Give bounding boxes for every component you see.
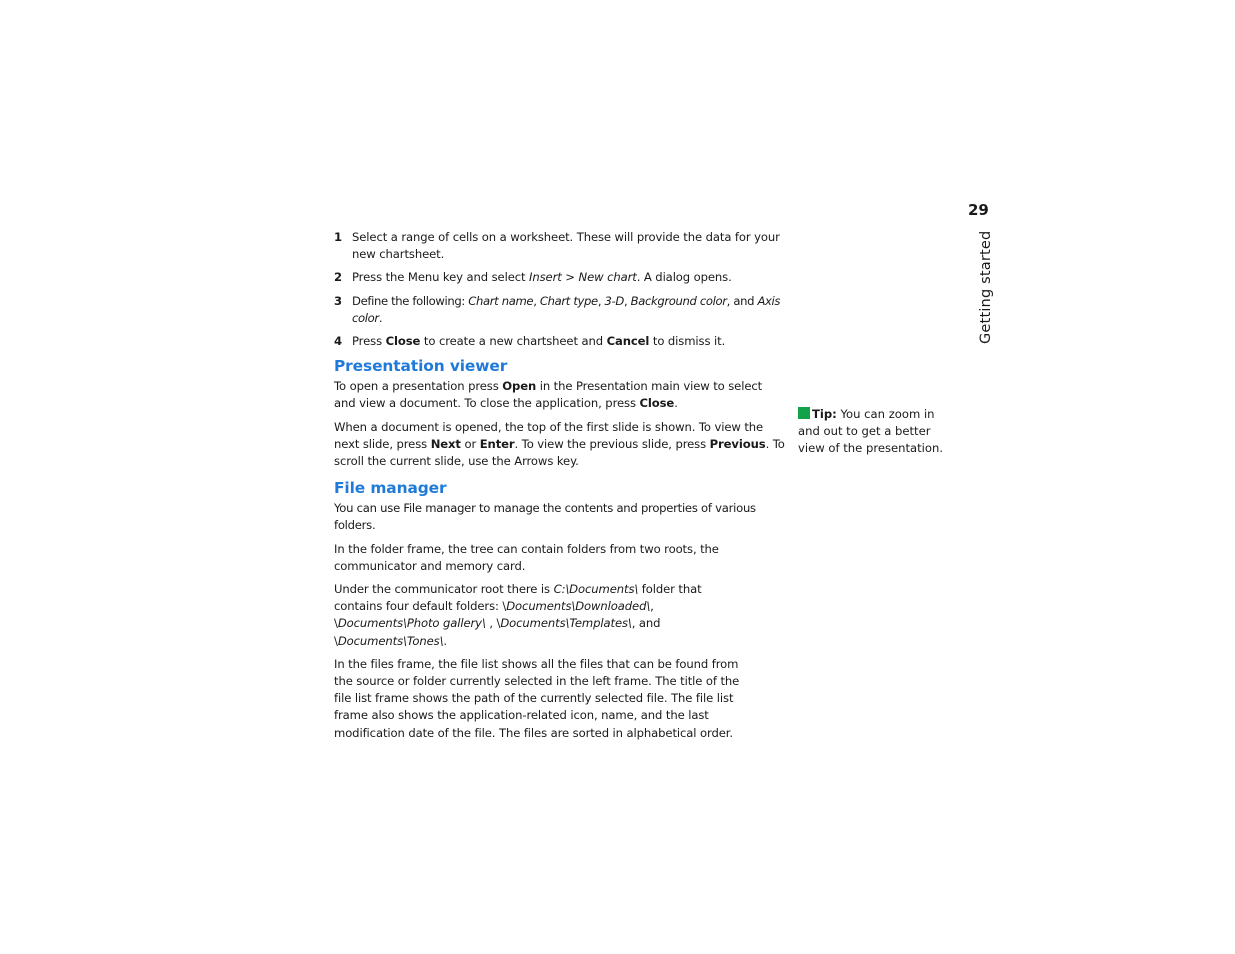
step-text: . A dialog opens. bbox=[636, 270, 732, 285]
tip-box bbox=[798, 406, 958, 458]
path-tones: Documents\Tones\ bbox=[337, 633, 444, 648]
step-text: to dismiss it. bbox=[649, 334, 726, 349]
key-close: Close bbox=[385, 334, 421, 349]
main-content bbox=[334, 229, 786, 748]
step-text: Press the Menu key and select bbox=[352, 270, 530, 285]
step-1 bbox=[334, 229, 786, 263]
file-manager-paragraph-4: In the files frame, the file list shows all the files that can be found from the source or folder currently selected in the left frame. The title of the file list frame shows the path of the currently selected file. The file list frame also shows the application-related icon, name, and the last modification date of the file. The files are sorted in alphabetical order. bbox=[334, 656, 740, 740]
option-chart-name: Chart name bbox=[468, 293, 534, 308]
section-label: Getting started bbox=[978, 230, 994, 344]
page-number: 29 bbox=[968, 201, 989, 219]
step-text: . bbox=[378, 310, 383, 325]
option-background-color: Background color bbox=[630, 293, 727, 308]
option-axis-color: Axis color bbox=[352, 293, 781, 325]
path-downloaded: Documents\Downloaded\ bbox=[506, 599, 651, 614]
step-text: > bbox=[561, 270, 579, 285]
step-text: Define the following: bbox=[352, 293, 469, 308]
key-cancel: Cancel bbox=[606, 334, 650, 349]
key-close: Close bbox=[639, 396, 675, 411]
tip-text: You can zoom in and out to get a better view of the presentation. bbox=[798, 407, 944, 456]
step-text: , bbox=[597, 293, 605, 308]
step-text: to create a new chartsheet and bbox=[420, 334, 607, 349]
presentation-paragraph-1: To open a presentation press Open in the Presentation main view to select and view a document. To close the application, press Close. bbox=[334, 379, 763, 411]
step-number: 4 bbox=[334, 334, 342, 349]
step-number: 1 bbox=[334, 230, 342, 244]
step-number: 2 bbox=[334, 270, 342, 285]
key-enter: Enter bbox=[479, 436, 515, 451]
step-number: 3 bbox=[334, 293, 342, 308]
step-text: Select a range of cells on a worksheet. These will provide the data for your new chartsheet. bbox=[352, 230, 780, 262]
file-manager-heading: File manager bbox=[334, 479, 447, 498]
step-text: , bbox=[533, 293, 540, 308]
step-3 bbox=[334, 293, 786, 327]
presentation-viewer-heading: Presentation viewer bbox=[334, 357, 508, 376]
path-photo-gallery: Documents\Photo gallery\ bbox=[337, 616, 486, 631]
step-text: Press bbox=[352, 334, 386, 349]
menu-path-new-chart: New chart bbox=[578, 270, 637, 285]
tip-icon bbox=[798, 407, 810, 419]
path-documents: C:\Documents\ bbox=[553, 582, 639, 597]
file-manager-paragraph-2: In the folder frame, the tree can contain folders from two roots, the communicator and memory card. bbox=[334, 541, 719, 573]
key-next: Next bbox=[430, 436, 461, 451]
path-templates: Documents\Templates\ bbox=[500, 616, 632, 631]
step-4 bbox=[334, 333, 786, 350]
file-manager-paragraph-3: Under the communicator root there is C:\Documents\ folder that contains four default folders: \Documents\Downloaded\, \Documents\Photo gallery\ , \Documents\Templates\, and \Documents\Tones\. bbox=[334, 582, 702, 648]
step-text: , bbox=[623, 293, 631, 308]
option-chart-type: Chart type bbox=[539, 293, 598, 308]
key-open: Open bbox=[502, 379, 537, 394]
tip-label: Tip: bbox=[812, 407, 837, 421]
option-3d: 3-D bbox=[604, 293, 624, 308]
step-text: , and bbox=[726, 293, 758, 308]
step-2 bbox=[334, 269, 786, 286]
menu-path-insert: Insert bbox=[529, 270, 562, 285]
key-previous: Previous bbox=[709, 436, 766, 451]
presentation-paragraph-2: When a document is opened, the top of the first slide is shown. To view the next slide, press Next or Enter. To view the previous slide, press Previous. To scroll the current slide, use the Arrows key. bbox=[334, 419, 785, 469]
file-manager-paragraph-1: You can use File manager to manage the contents and properties of various folders. bbox=[334, 501, 756, 533]
